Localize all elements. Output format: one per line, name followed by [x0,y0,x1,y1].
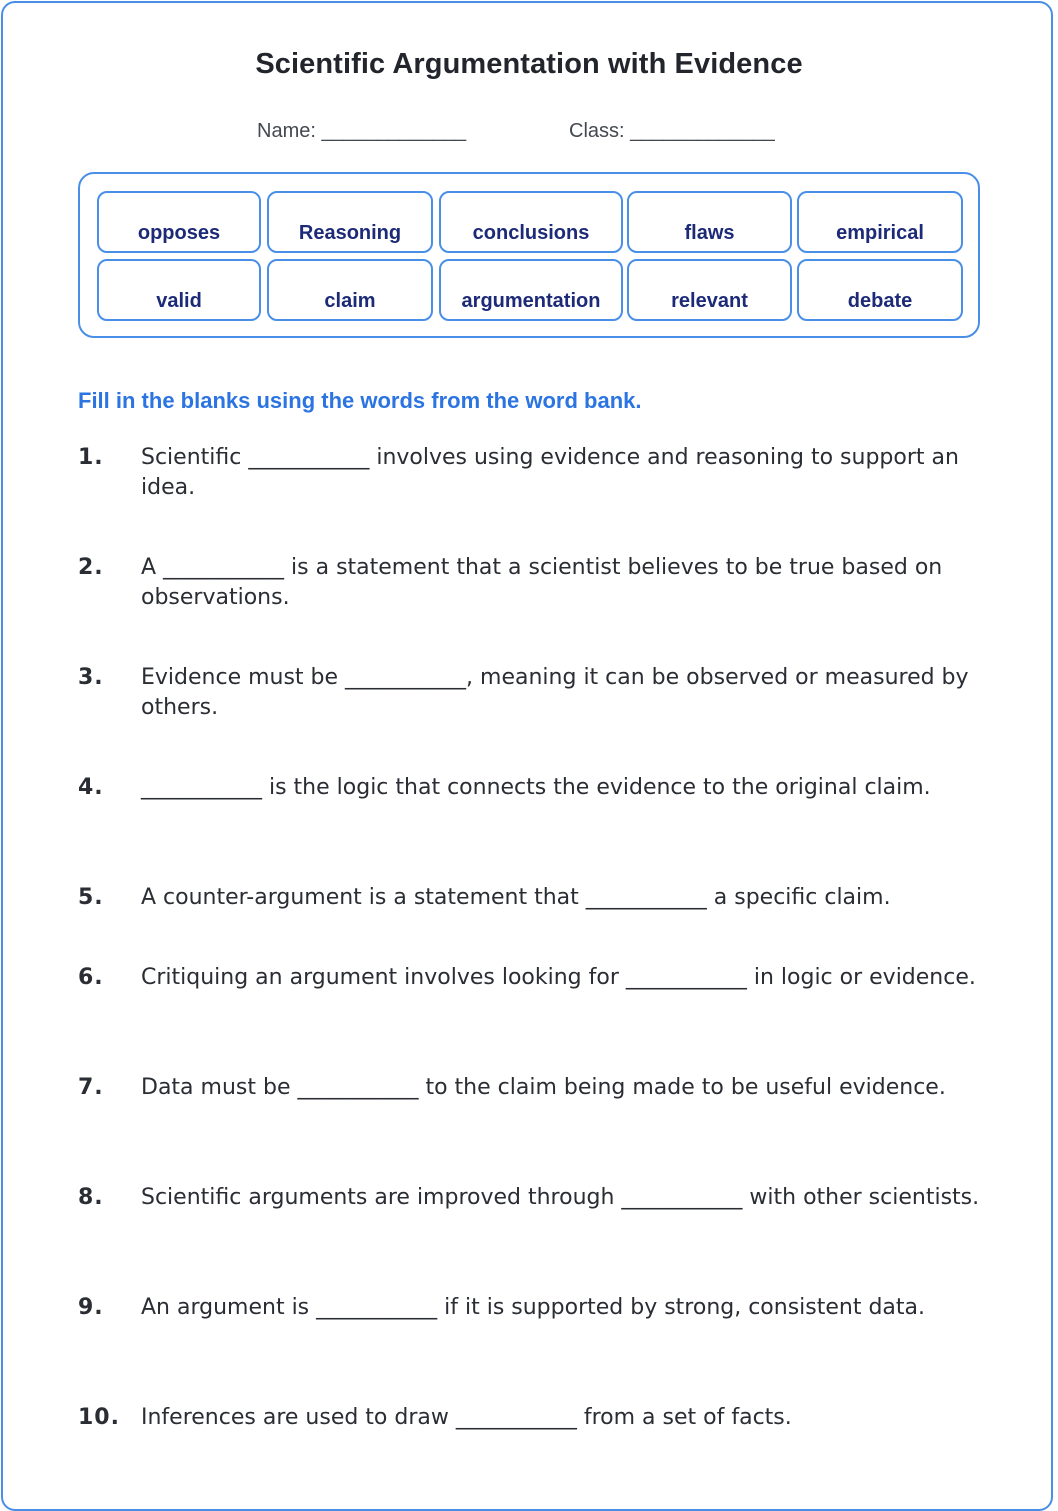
word-bank-chip: relevant [627,259,792,321]
question-number: 9. [78,1295,104,1320]
page-title: Scientific Argumentation with Evidence [255,48,803,80]
question-text: Scientific arguments are improved through ___________ with other scientists. [141,1185,980,1210]
question-text: A ___________ is a statement that a scientist believes to be true based on observations. [141,555,943,610]
question-text: Data must be ___________ to the claim being made to be useful evidence. [141,1075,946,1100]
word-bank-chip: argumentation [439,259,623,321]
word-bank-chip: Reasoning [267,191,433,253]
word-bank-chip: flaws [627,191,792,253]
question-number: 3. [78,665,104,690]
word-bank-chip: opposes [97,191,261,253]
question-number: 7. [78,1075,104,1100]
name-field-label: Name: _____________ [257,120,467,142]
word-bank [78,172,980,338]
question-number: 5. [78,885,104,910]
question-number: 6. [78,965,104,990]
question-number: 10. [78,1405,120,1430]
word-bank-chip: valid [97,259,261,321]
class-field-label: Class: _____________ [569,120,775,142]
question-number: 4. [78,775,104,800]
question-text: Critiquing an argument involves looking for ___________ in logic or evidence. [141,965,976,990]
question-text: ___________ is the logic that connects the evidence to the original claim. [141,775,931,800]
word-bank-chip: debate [797,259,963,321]
instructions-text: Fill in the blanks using the words from the word bank. [78,388,642,413]
word-bank-chip: claim [267,259,433,321]
question-number: 8. [78,1185,104,1210]
name-class-row [0,120,1058,150]
question-text: A counter-argument is a statement that ___________ a specific claim. [141,885,891,910]
question-text: Scientific ___________ involves using evidence and reasoning to support an idea. [141,445,959,500]
question-number: 2. [78,555,104,580]
word-bank-chip: empirical [797,191,963,253]
question-text: Evidence must be ___________, meaning it can be observed or measured by others. [141,665,969,720]
question-number: 1. [78,445,104,470]
word-bank-chip: conclusions [439,191,623,253]
question-text: Inferences are used to draw ___________ from a set of facts. [141,1405,792,1430]
question-text: An argument is ___________ if it is supported by strong, consistent data. [141,1295,926,1320]
